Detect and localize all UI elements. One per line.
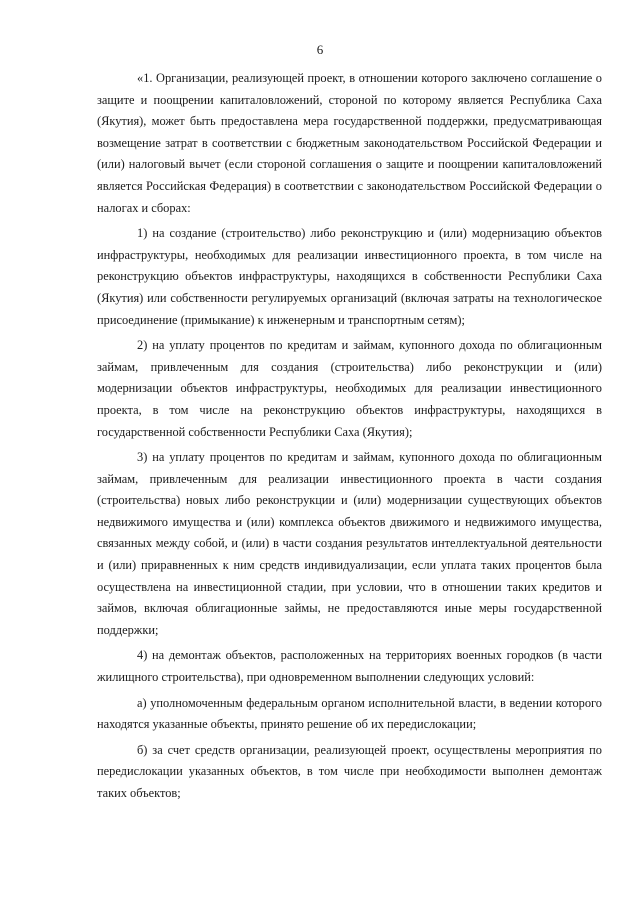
paragraph-item-3: 3) на уплату процентов по кредитам и займам, купонного дохода по облигационным займам, привлеченным для реализации инвестиционного проекта в части создания (строительства) новых либо реконструкции и (или) модернизации существующих объектов недвижимого имущества и (или) комплекса объектов движимого и недвижимого имущества, связанных между собой, и (или) в части создания результатов интеллектуальной деятельности и (или) приравненных к ним средств индивидуализации, если уплата таких процентов была осуществлена на инвестиционной стадии, при условии, что в отношении таких кредитов и займов, включая облигационные займы, не предоставляются иные меры государственной поддержки; bbox=[97, 450, 602, 637]
paragraph-item-2: 2) на уплату процентов по кредитам и займам, купонного дохода по облигационным займам, привлеченным для создания (строительства) либо реконструкции и (или) модернизации объектов инфраструктуры, необходимых для реализации инвестиционного проекта, в том числе на реконструкцию объектов инфраструктуры, находящихся в государственной собственности Республики Саха (Якутия); bbox=[97, 338, 602, 439]
paragraph-item-4: 4) на демонтаж объектов, расположенных на территориях военных городков (в части жилищного строительства), при одновременном выполнении следующих условий: bbox=[97, 648, 602, 685]
paragraph-subitem-b: б) за счет средств организации, реализующей проект, осуществлены мероприятия по передислокации указанных объектов, в том числе при необходимости выполнен демонтаж таких объектов; bbox=[97, 742, 602, 800]
document-body bbox=[97, 68, 602, 809]
paragraph-intro: «1. Организации, реализующей проект, в отношении которого заключено соглашение о защите и поощрении капиталовложений, стороной по которому является Республика Саха (Якутия), может быть предоставлена мера государственной поддержки, предусматривающая возмещение затрат в соответствии с бюджетным законодательством Российской Федерации и (или) налоговый вычет (если стороной соглашения о защите и поощрении капиталовложений является Российская Федерация) в соответствии с законодательством Российской Федерации о налогах и сборах: bbox=[97, 71, 602, 215]
page-number: 6 bbox=[316, 42, 324, 57]
paragraph-item-1: 1) на создание (строительство) либо реконструкцию и (или) модернизацию объектов инфраструктуры, необходимых для реализации инвестиционного проекта, в том числе на реконструкцию объектов инфраструктуры, находящихся в собственности Республики Саха (Якутия) или собственности регулируемых организаций (включая затраты на технологическое присоединение (примыкание) к инженерным и транспортным сетям); bbox=[97, 226, 602, 327]
paragraph-subitem-a: а) уполномоченным федеральным органом исполнительной власти, в ведении которого находятся указанные объекты, принято решение об их передислокации; bbox=[97, 695, 602, 732]
